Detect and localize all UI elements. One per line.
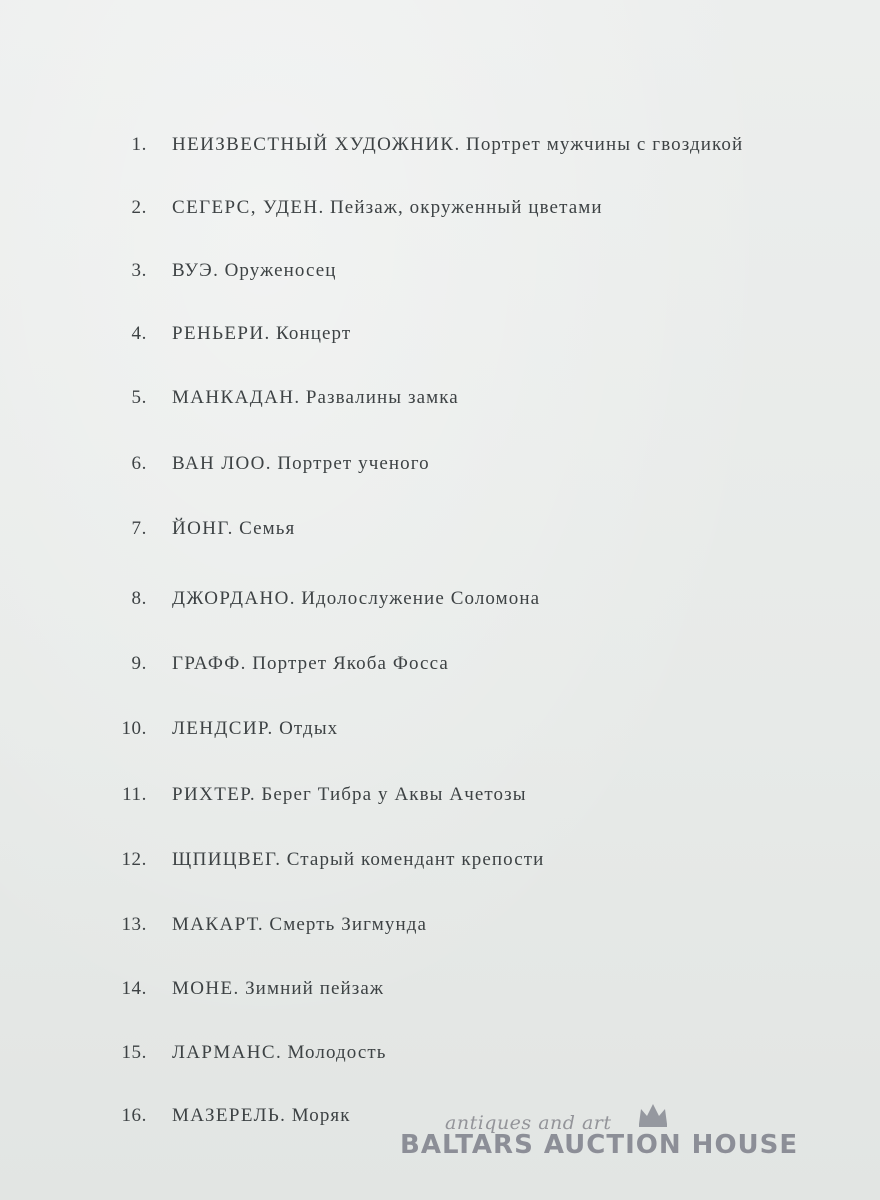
item-number: 15.	[121, 1042, 147, 1063]
artist-name: ВУЭ.	[172, 260, 220, 281]
list-item	[0, 910, 860, 940]
list-item	[0, 974, 860, 1004]
list-item	[0, 514, 860, 544]
artwork-title: Оруженосец	[224, 260, 337, 281]
artist-name: ГРАФФ.	[172, 653, 247, 674]
crown-icon	[636, 1100, 670, 1128]
list-item	[0, 130, 860, 160]
item-number: 7.	[131, 518, 147, 539]
item-number: 9.	[131, 653, 147, 674]
item-number: 1.	[131, 134, 147, 155]
item-number: 3.	[131, 260, 147, 281]
item-number: 8.	[131, 588, 147, 609]
list-item	[0, 845, 860, 875]
list-item	[0, 319, 860, 349]
item-number: 11.	[122, 784, 147, 805]
list-item	[0, 780, 860, 810]
artwork-title: Смерть Зигмунда	[269, 914, 428, 935]
item-number: 13.	[121, 914, 147, 935]
artist-name: ВАН ЛОО.	[172, 453, 272, 474]
item-text	[172, 845, 544, 875]
item-text	[172, 1101, 351, 1131]
item-number: 6.	[131, 453, 147, 474]
item-text	[172, 383, 459, 413]
list-item	[0, 714, 860, 744]
item-number: 12.	[121, 849, 147, 870]
auction-watermark	[400, 1100, 820, 1180]
artist-name: ЩПИЦВЕГ.	[172, 849, 282, 870]
item-text	[172, 714, 338, 744]
artist-name: МАЗЕРЕЛЬ.	[172, 1105, 287, 1126]
artist-name: МОНЕ.	[172, 978, 240, 999]
artist-name: РЕНЬЕРИ.	[172, 323, 271, 344]
list-item	[0, 1038, 860, 1068]
artist-name: ЛАРМАНС.	[172, 1042, 283, 1063]
watermark-tagline: antiques and art	[445, 1112, 612, 1134]
item-text	[172, 1038, 387, 1068]
artwork-title: Молодость	[287, 1042, 387, 1063]
item-text	[172, 514, 295, 544]
item-text	[172, 256, 337, 286]
item-number: 16.	[121, 1105, 147, 1126]
artist-name: СЕГЕРС, УДЕН.	[172, 197, 325, 218]
item-text	[172, 193, 603, 223]
item-text	[172, 974, 384, 1004]
item-text	[172, 649, 449, 679]
artwork-title: Зимний пейзаж	[245, 978, 385, 999]
artwork-title: Отдых	[279, 718, 339, 739]
artwork-title: Развалины замка	[305, 387, 459, 408]
artwork-title: Концерт	[276, 323, 352, 344]
artwork-title: Пейзаж, окруженный цветами	[329, 197, 603, 218]
list-item	[0, 649, 860, 679]
item-text	[172, 584, 540, 614]
item-number: 2.	[131, 197, 147, 218]
artist-name: МАКАРТ.	[172, 914, 265, 935]
item-text	[172, 910, 427, 940]
artwork-title: Берег Тибра у Аквы Ачетозы	[261, 784, 527, 805]
artist-name: НЕИЗВЕСТНЫЙ ХУДОЖНИК.	[172, 134, 461, 155]
item-number: 14.	[121, 978, 147, 999]
artwork-title: Портрет мужчины с гвоздикой	[466, 134, 744, 155]
item-text	[172, 780, 527, 810]
item-text	[172, 130, 743, 160]
item-number: 10.	[121, 718, 147, 739]
watermark-brand: BALTARS AUCTION HOUSE	[400, 1130, 799, 1160]
item-number: 5.	[131, 387, 147, 408]
artwork-title: Идолослужение Соломона	[301, 588, 541, 609]
artwork-title: Старый комендант крепости	[286, 849, 545, 870]
artist-name: ЙОНГ.	[172, 518, 234, 539]
artist-name: ДЖОРДАНО.	[172, 588, 296, 609]
list-item	[0, 584, 860, 614]
item-text	[172, 319, 351, 349]
list-item	[0, 449, 860, 479]
artwork-title: Портрет Якоба Фосса	[252, 653, 449, 674]
list-item	[0, 256, 860, 286]
list-item	[0, 383, 860, 413]
item-text	[172, 449, 430, 479]
artist-name: ЛЕНДСИР.	[172, 718, 274, 739]
artist-name: РИХТЕР.	[172, 784, 256, 805]
artwork-title: Моряк	[291, 1105, 351, 1126]
artwork-title: Портрет ученого	[277, 453, 430, 474]
artwork-title: Семья	[239, 518, 296, 539]
artist-name: МАНКАДАН.	[172, 387, 301, 408]
list-item	[0, 193, 860, 223]
item-number: 4.	[131, 323, 147, 344]
